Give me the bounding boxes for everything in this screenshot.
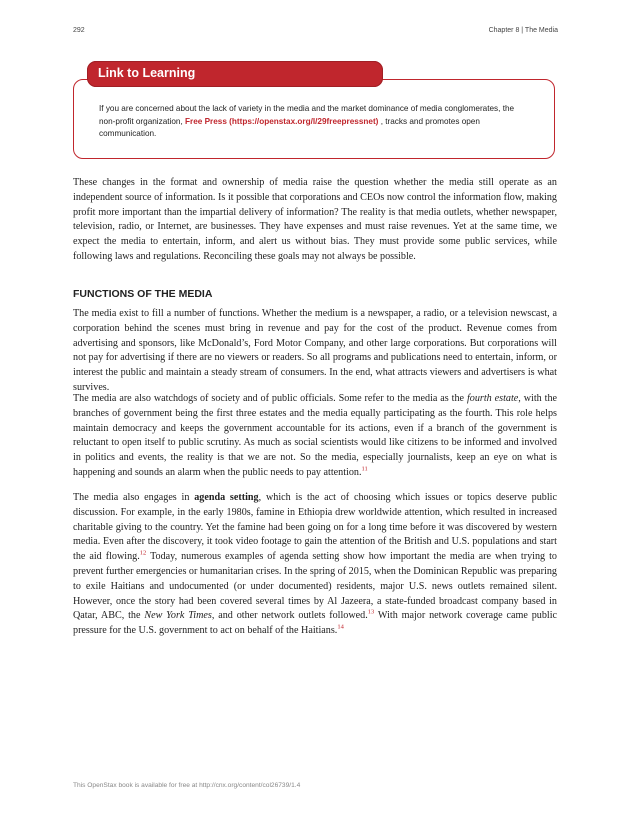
page-number: 292: [73, 27, 85, 34]
p2-text-a: The media are also watchdogs of society and of public officials. Some refer to the media as the: [73, 393, 467, 404]
ltl-text-before: If you are concerned about the lack of variety in the media and the market dominance of media conglomerates, the non-profit organization,: [99, 104, 515, 126]
p3-text-c: Today, numerous examples of agenda setting show how important the media are when trying to prevent further emergencies or humanitarian crises. In the spring of 2015, when the Dominican Republic was preparing to exile Haitians and undocumented (or under documented) residents, major U.S. news outlets remained silent. However, once the story had been covered several times by Al Jazeera, a state-funded broadcast company based in Qatar, ABC, the: [73, 551, 557, 622]
p2-text-b: , with the branches of government being the first three estates and the media equally participating as the fourth. This role helps maintain democracy and keeps the government accountable for its actions, even if a branch of the government is reluctant to open itself to public scrutiny. As much as social scientists would like citizens to be informed and involved in politics and events, the reality is that we are not. So the media, especially journalists, keep an eye on what is happening and sounds an alarm when the public needs to pay attention.: [73, 393, 558, 478]
link-to-learning-tab: [87, 61, 383, 87]
footnote-ref-13[interactable]: 13: [367, 609, 375, 616]
new-york-times-title: New York Times: [144, 610, 212, 622]
p3-text-d: , and other network outlets followed.: [211, 610, 368, 622]
section-heading: FUNCTIONS OF THE MEDIA: [73, 288, 213, 300]
page-footer: This OpenStax book is available for free at http://cnx.org/content/col26739/1.4: [73, 782, 301, 789]
link-to-learning-text: [99, 103, 531, 141]
chapter-title: Chapter 8 | The Media: [488, 27, 558, 34]
link-to-learning-title: Link to Learning: [98, 66, 196, 80]
footnote-ref-12[interactable]: 12: [139, 549, 147, 557]
intro-paragraph: These changes in the format and ownership of media raise the question whether the media still operate as an independent source of information. Is it possible that corporations and CEOs now control the information flow, making profit more important than the impartial delivery of information? The reality is that media outlets, whether newspaper, television, radio, or Internet, are businesses. They have expenses and must raise revenues. Yet at the same time, we expect the media to entertain, inform, and alert us without bias. They must provide some public services, while following laws and regulations. Reconciling these goals may not always be possible.: [73, 177, 557, 262]
footnote-ref-14[interactable]: 14: [337, 623, 344, 631]
p3-text-e: With major network coverage came public pressure for the U.S. government to act on behalf of the Haitians.: [73, 610, 558, 637]
footnote-ref-11[interactable]: 11: [361, 465, 368, 473]
ltl-text-after: , tracks and promotes open communication.: [99, 116, 480, 138]
agenda-setting-term: agenda setting: [194, 492, 259, 503]
p3-text-b: , which is the act of choosing which issues or topics deserve public discussion. For example, in the early 1980s, famine in Ethiopia drew worldwide attention, which resulted in increased charitable giving to the country. Yet the famine had been going on for a long time before it was discovered by western media. Even after the discovery, it took video footage to gain the attention of the British and U.S. populations and start the aid flowing.: [73, 492, 557, 563]
fourth-estate-term: fourth estate: [466, 393, 519, 404]
free-press-link[interactable]: Free Press (https://openstax.org/l/29freepressnet): [185, 116, 379, 126]
p3-text-a: The media also engages in: [73, 492, 195, 503]
paragraph-functions: The media exist to fill a number of functions. Whether the medium is a newspaper, a radio, or a television newscast, a corporation behind the scenes must bring in revenue and pay for the cost of the product. Revenue comes from advertising and sponsors, like McDonald’s, Ford Motor Company, and other large corporations. But corporations will not pay for advertising if there are no viewers or readers. So all programs and publications need to entertain, inform, or interest the public and maintain a steady stream of consumers. In the end, what attracts viewers and advertisers is what survives.: [73, 308, 557, 393]
paragraph-watchdog: [73, 392, 557, 481]
paragraph-agenda-setting: [73, 491, 557, 639]
